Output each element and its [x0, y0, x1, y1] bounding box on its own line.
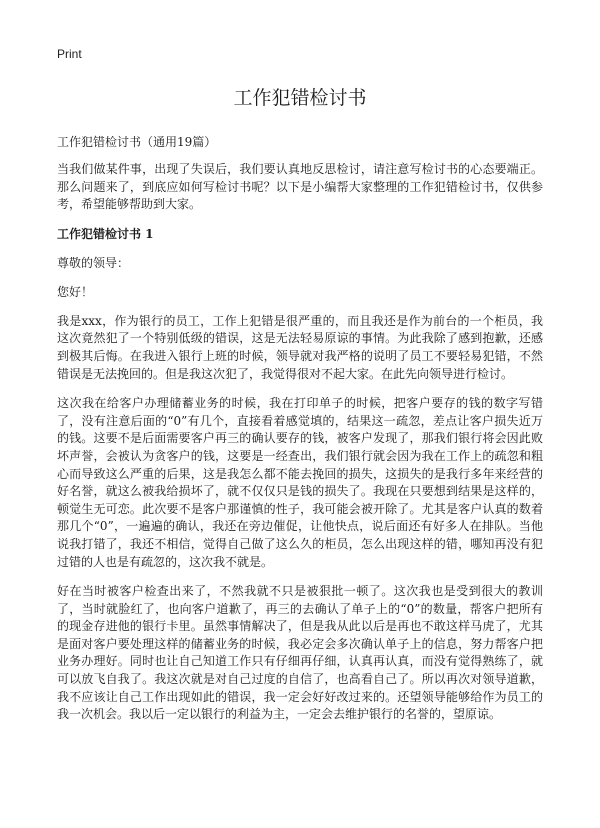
salutation: 尊敬的领导： — [57, 255, 130, 270]
section-heading: 工作犯错检讨书 1 — [57, 226, 154, 241]
body-paragraph: 我是xxx，作为银行的员工，工作上犯错是很严重的，而且我还是作为前台的一个柜员，我这次竟然犯了一个特别低级的错误，这是无法轻易原谅的事情。为此我除了感到抱歉，还感到极其后悔。在我进入银行上班的时候，领导就对我严格的说明了员工不要轻易犯错，不然错误是无法挽回的。但是我这次犯了，我觉得很对不起大家。在此先向领导进行检讨。 — [57, 313, 543, 381]
body-paragraph: 好在当时被客户检查出来了，不然我就不只是被狠批一顿了。这次我也是受到很大的教训了，当时就脸红了，也向客户道歉了，再三的去确认了单子上的“0”的数量，帮客户把所有的现金存进他的银行卡里。虽然事情解决了，但是我从此以后是再也不敢这样马虎了，尤其是面对客户要处理这样的储蓄业务的时候，我必定会多次确认单子上的信息，努力帮客户把业务办理好。同时也让自己知道工作只有仔细再仔细，认真再认真，而没有觉得熟练了，就可以放飞自我了。我这次就是对自己过度的自信了，也高看自己了。所以再次对领导道歉，我不应该让自己工作出现如此的错误，我一定会好好改过来的。还望领导能够给作为员工的我一次机会。我以后一定以银行的利益为主，一定会去维护银行的名誉的，望原谅。 — [57, 584, 543, 722]
body-paragraph: 这次我在给客户办理储蓄业务的时候，我在打印单子的时候，把客户要存的钱的数字写错了，没有注意后面的“0”有几个，直接看着感觉填的，结果这一疏忽，差点让客户损失近万的钱。这要不是后面需要客户再三的确认要存的钱，被客户发现了，那我们银行将会因此败坏声誉，会被认为贪客户的钱，这要是一经查出，我们银行就会因为我在工作上的疏忽和粗心而导致这么严重的后果，这是我怎么都不能去挽回的损失，这损失的是我行多年来经营的好名誉，就这么被我给损坏了，就不仅仅只是钱的损失了。我现在只要想到结果是这样的，顿觉生无可恋。此次要不是客户那谨慎的性子，我可能会被开除了。尤其是客户认真的数着那几个“0”，一遍遍的确认，我还在旁边催促，让他快点，说后面还有好多人在排队。当他说我打错了，我还不相信，觉得自己做了这么久的柜员，怎么出现这样的错，哪知再没有犯过错的人也是有疏忽的，这次我不就是。 — [57, 396, 543, 569]
greeting: 您好！ — [57, 284, 94, 299]
document-subtitle: 工作犯错检讨书（通用19篇） — [57, 135, 217, 149]
intro-paragraph: 当我们做某件事，出现了失误后，我们要认真地反思检讨，请注意写检讨书的心态要端正。那么问题来了，到底应如何写检讨书呢？以下是小编帮大家整理的工作犯错检讨书，仅供参考，希望能够帮助到大家。 — [57, 162, 543, 212]
page-title: 工作犯错检讨书 — [233, 87, 367, 109]
print-link[interactable]: Print — [57, 47, 82, 61]
